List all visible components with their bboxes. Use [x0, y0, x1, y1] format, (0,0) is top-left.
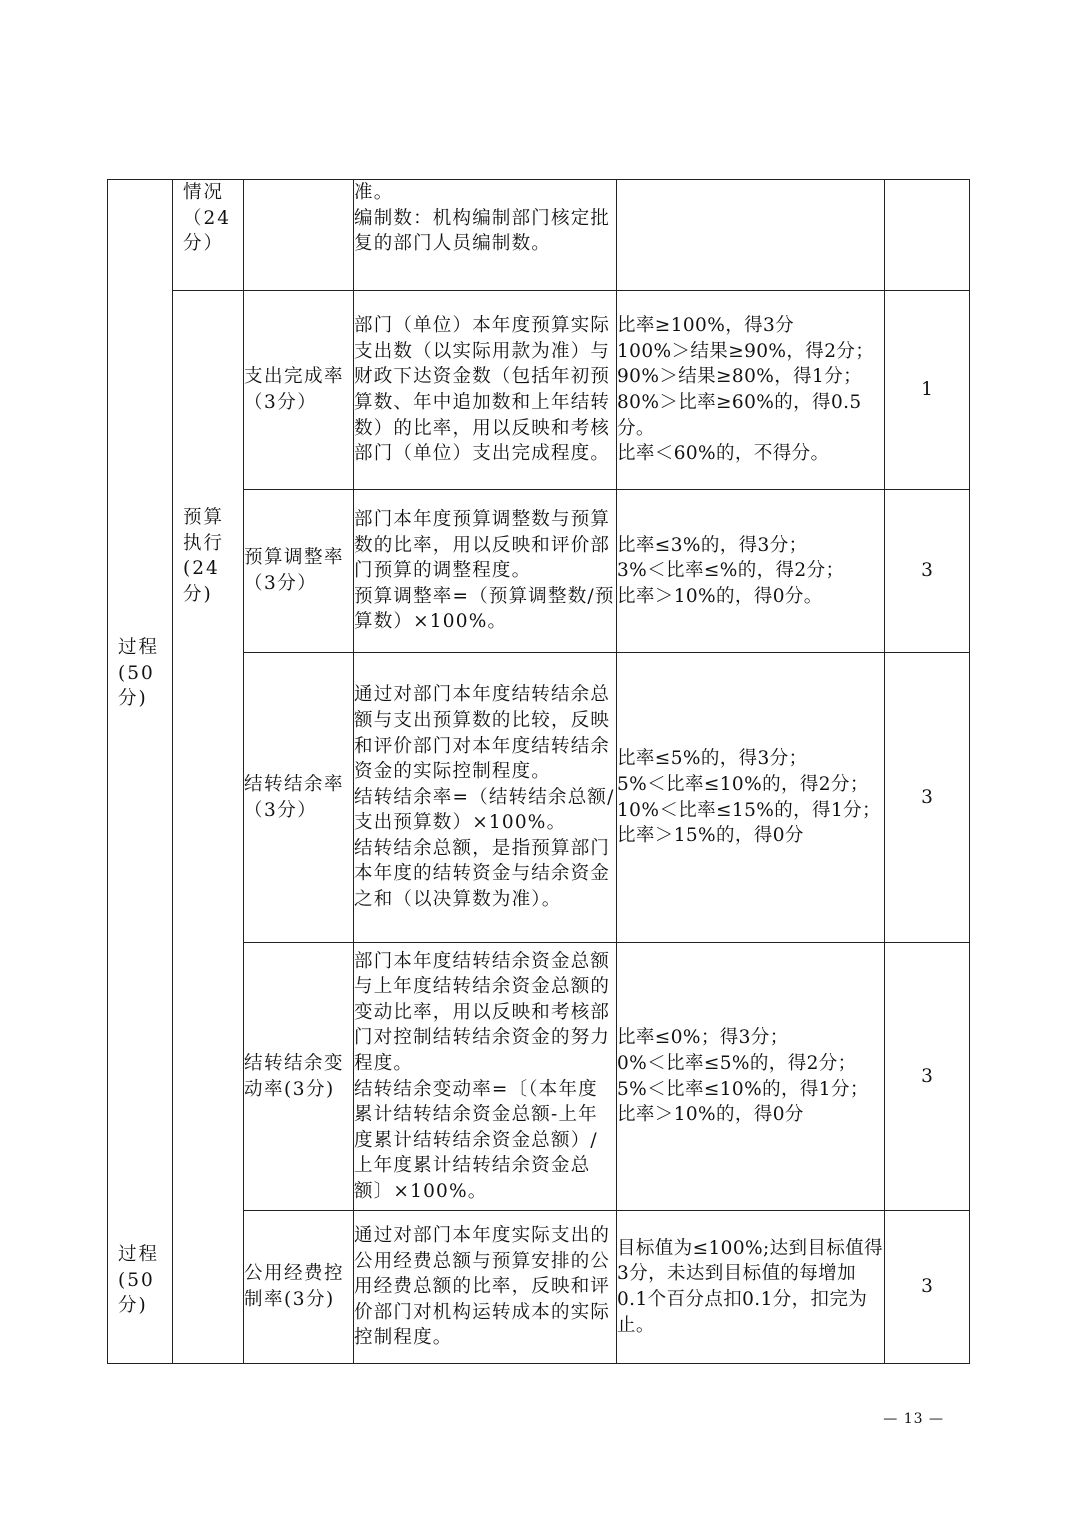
- table-row: [108, 291, 970, 490]
- evaluation-table: [107, 179, 970, 1364]
- indicator-cell: [244, 180, 354, 291]
- score-cell: 1: [885, 291, 970, 490]
- criteria-cell: 比率≥100%，得3分 100%＞结果≥90%，得2分； 90%＞结果≥80%，得1分； 80%＞比率≥60%的，得0.5分。 比率＜60%的，不得分。: [617, 291, 885, 490]
- page-number: — 13 —: [883, 1411, 944, 1427]
- score-cell: 3: [885, 1211, 970, 1364]
- description-cell: 部门本年度结转结余资金总额与上年度结转结余资金总额的变动比率，用以反映和考核部门对控制结转结余资金的努力程度。 结转结余变动率=〔（本年度累计结转结余资金总额-上年度累计结转结余资金总额）/上年度累计结转结余资金总额〕×100%。: [354, 943, 617, 1211]
- score-cell: 3: [885, 490, 970, 653]
- score-cell: [885, 180, 970, 291]
- criteria-cell: 比率≤3%的，得3分； 3%＜比率≤%的，得2分； 比率＞10%的，得0分。: [617, 490, 885, 653]
- criteria-cell: 比率≤5%的，得3分； 5%＜比率≤10%的，得2分； 10%＜比率≤15%的，得1分； 比率＞15%的，得0分: [617, 653, 885, 943]
- indicator-cell: 预算调整率（3分）: [244, 490, 354, 653]
- description-cell: 部门（单位）本年度预算实际支出数（以实际用款为准）与财政下达资金数（包括年初预算数、年中追加数和上年结转数）的比率，用以反映和考核部门（单位）支出完成程度。: [354, 291, 617, 490]
- description-cell: 通过对部门本年度结转结余总额与支出预算数的比较，反映和评价部门对本年度结转结余资金的实际控制程度。 结转结余率=（结转结余总额/支出预算数）×100%。 结转结余总额，是指预算部门本年度的结转资金与结余资金之和（以决算数为准）。: [354, 653, 617, 943]
- table-row: [108, 180, 970, 291]
- category-label-top: 情况 （24 分）: [183, 182, 232, 255]
- description-cell: 通过对部门本年度实际支出的公用经费总额与预算安排的公用经费总额的比率，反映和评价部门对机构运转成本的实际控制程度。: [354, 1211, 617, 1364]
- stage-label-bottom: 过程 (50 分): [118, 1244, 160, 1317]
- indicator-cell: 支出完成率（3分）: [244, 291, 354, 490]
- criteria-cell: 比率≤0%；得3分； 0%＜比率≤5%的，得2分； 5%＜比率≤10%的，得1分； 比率＞10%的，得0分: [617, 943, 885, 1211]
- stage-cell: [108, 180, 173, 1364]
- description-cell: 部门本年度预算调整数与预算数的比率，用以反映和评价部门预算的调整程度。 预算调整率=（预算调整数/预算数）×100%。: [354, 490, 617, 653]
- score-cell: 3: [885, 943, 970, 1211]
- indicator-cell: 结转结余变动率(3分): [244, 943, 354, 1211]
- indicator-cell: 结转结余率（3分）: [244, 653, 354, 943]
- description-cell: 准。 编制数：机构编制部门核定批复的部门人员编制数。: [354, 180, 617, 291]
- category-label: 预算 执行 (24 分): [183, 507, 225, 605]
- category-cell-top: [173, 180, 244, 291]
- score-cell: 3: [885, 653, 970, 943]
- criteria-cell: [617, 180, 885, 291]
- category-cell: [173, 291, 244, 1364]
- stage-label-top: 过程 (50 分): [118, 637, 160, 710]
- indicator-cell: 公用经费控制率(3分): [244, 1211, 354, 1364]
- criteria-cell: 目标值为≤100%;达到目标值得3分，未达到目标值的每增加0.1个百分点扣0.1分，扣完为止。: [617, 1211, 885, 1364]
